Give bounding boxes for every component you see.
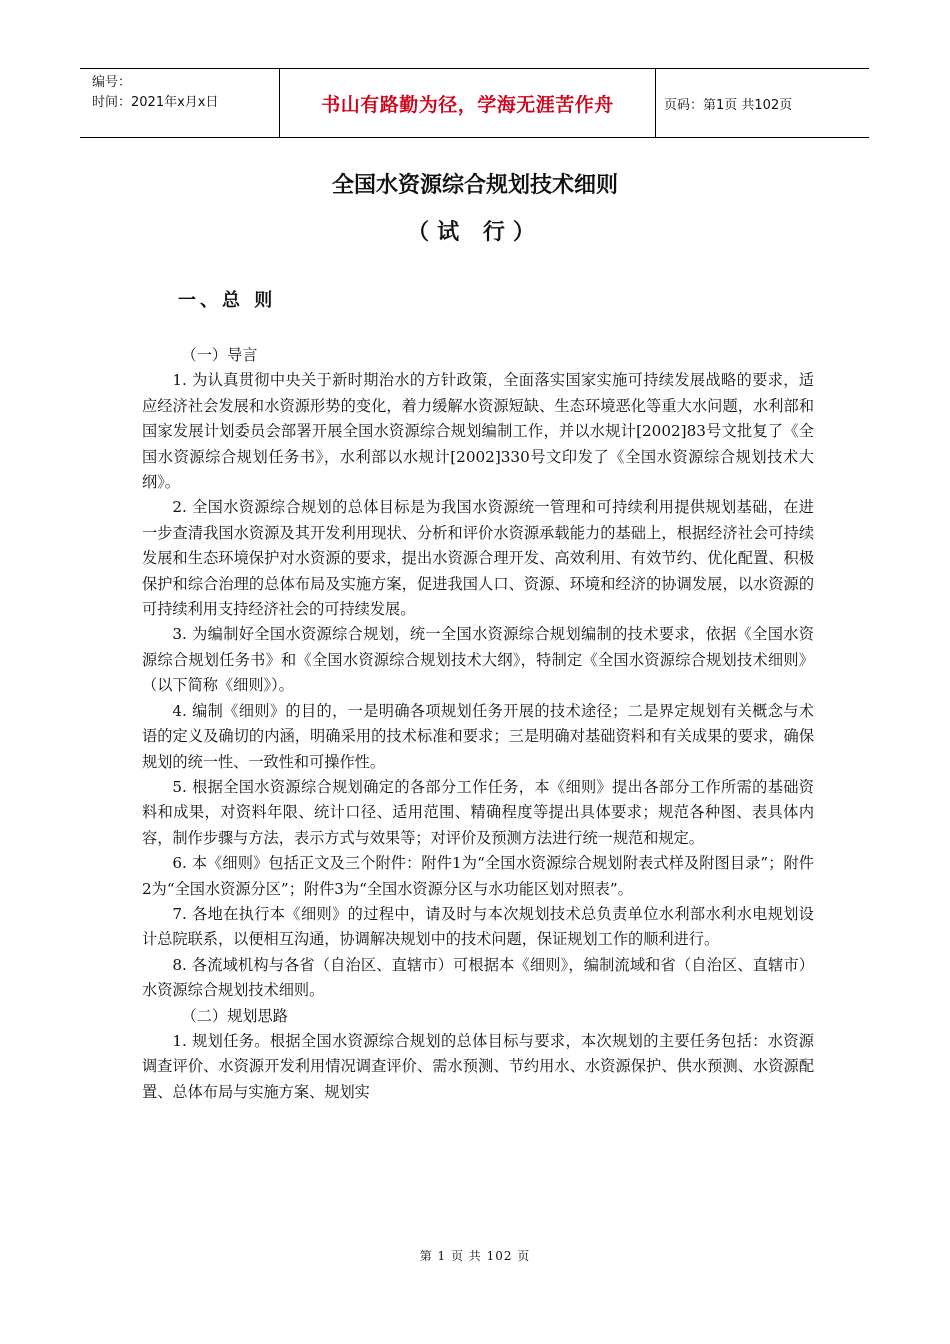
document-subtitle: （试 行）: [407, 220, 543, 245]
paragraph: 1. 规划任务。根据全国水资源综合规划的总体目标与要求，本次规划的主要任务包括：水资源调查评价、水资源开发利用情况调查评价、需水预测、节约用水、水资源保护、供水预测、水资源配置、总体布局与实施方案、规划实: [142, 1031, 814, 1101]
header-motto: 书山有路勤为径，学海无涯苦作舟: [280, 69, 656, 137]
document-body: [142, 343, 814, 1105]
document-title: 全国水资源综合规划技术细则: [331, 173, 618, 198]
subsection-heading: （一）导言: [181, 346, 258, 364]
paragraph: 2. 全国水资源综合规划的总体目标是为我国水资源统一管理和可持续利用提供规划基础，在进一步查清我国水资源及其开发利用现状、分析和评价水资源承载能力的基础上，根据经济社会可持续发展和生态环境保护对水资源的要求，提出水资源合理开发、高效利用、有效节约、优化配置、积极保护和综合治理的总体布局及实施方案，促进我国人口、资源、环境和经济的协调发展，以水资源的可持续利用支持经济社会的可持续发展。: [142, 498, 814, 619]
paragraph: 1. 为认真贯彻中央关于新时期治水的方针政策，全面落实国家实施可持续发展战略的要求，适应经济社会发展和水资源形势的变化，着力缓解水资源短缺、生态环境恶化等重大水问题，水利部和国家发展计划委员会部署开展全国水资源综合规划编制工作，并以水规计[2002]83号文批复了《全国水资源综合规划任务书》，水利部以水规计[2002]330号文印发了《全国水资源综合规划技术大纲》。: [142, 371, 814, 492]
paragraph: 8. 各流域机构与各省（自治区、直辖市）可根据本《细则》，编制流域和省（自治区、直辖市）水资源综合规划技术细则。: [142, 955, 814, 1000]
paragraph: 4. 编制《细则》的目的，一是明确各项规划任务开展的技术途径；二是界定规划有关概念与术语的定义及确切的内涵，明确采用的技术标准和要求；三是明确对基础资料和有关成果的要求，确保规划的统一性、一致性和可操作性。: [142, 701, 814, 771]
paragraph: 7. 各地在执行本《细则》的过程中，请及时与本次规划技术总负责单位水利部水利水电规划设计总院联系，以便相互沟通，协调解决规划中的技术问题，保证规划工作的顺利进行。: [142, 904, 814, 949]
date-label: 时间：2021年x月x日: [92, 95, 219, 110]
paragraph: 6. 本《细则》包括正文及三个附件：附件1为“全国水资源综合规划附表式样及附图目录”；附件2为“全国水资源分区”；附件3为“全国水资源分区与水功能区划对照表”。: [142, 854, 814, 898]
header-page-info: 页码：第1页 共102页: [664, 97, 793, 113]
header-table: [80, 68, 869, 138]
paragraph: 3. 为编制好全国水资源综合规划，统一全国水资源综合规划编制的技术要求，依据《全国水资源综合规划任务书》和《全国水资源综合规划技术大纲》，特制定《全国水资源综合规划技术细则》（以下简称《细则》）。: [142, 625, 814, 695]
paragraph: 5. 根据全国水资源综合规划确定的各部分工作任务，本《细则》提出各部分工作所需的基础资料和成果，对资料年限、统计口径、适用范围、精确程度等提出具体要求；规范各种图、表具体内容，制作步骤与方法，表示方式与效果等；对评价及预测方法进行统一规范和规定。: [142, 777, 814, 847]
subsection-heading: （二）规划思路: [181, 1006, 288, 1025]
header-meta: [80, 69, 280, 137]
section-heading: 一、总 则: [178, 290, 277, 311]
number-label: 编号：: [92, 75, 132, 90]
page-footer: 第 1 页 共 102 页: [419, 1249, 531, 1263]
